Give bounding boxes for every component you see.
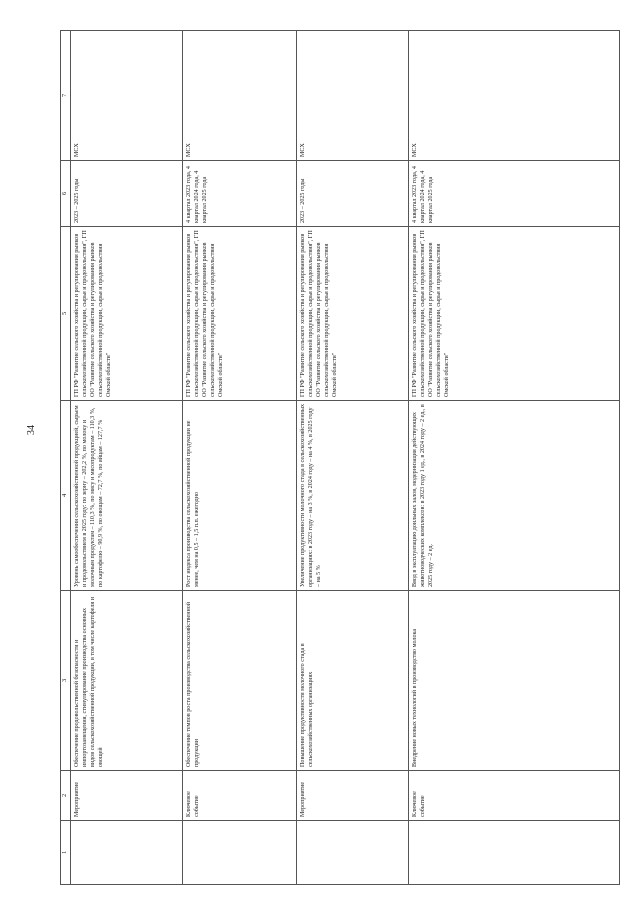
measures-table <box>60 30 620 885</box>
column-number: 4 <box>61 493 68 497</box>
cell-term: 4 квартал 2023 года, 4 квартал 2024 года, 4 квартал 2025 года <box>412 166 434 223</box>
cell-program: ГП РФ "Развитие сельского хозяйства и регулирования рынков сельскохозяйственной продукции, сырья и продовольствия", ГП ОО "Развитие сельского хозяйства и регулирования рынков сельскохозяйственной продукции, сырья и продовольствия Омской области" <box>300 230 338 397</box>
cell-type: Мероприятие <box>300 781 306 817</box>
page-number: 34 <box>26 425 37 435</box>
column-divider <box>60 820 620 821</box>
cell-term: 2023 – 2025 годы <box>74 178 80 223</box>
column-number: 6 <box>61 191 68 195</box>
column-number: 3 <box>61 678 68 682</box>
column-number: 7 <box>61 93 68 97</box>
cell-indicator: Ввод в эксплуатацию доильных залов, модернизация действующих животноводческих комплексов: в 2023 году 1 ед., в 2024 году – 2 ед., в 2025 году – 2 ед. <box>412 404 434 587</box>
cell-type: Мероприятие <box>74 781 80 817</box>
cell-title: Повышение продуктивности молочного стада в сельскохозяйственных организациях <box>300 643 314 767</box>
column-number: 1 <box>61 850 68 855</box>
cell-executor: МСХ <box>74 143 80 157</box>
cell-executor: МСХ <box>300 143 306 157</box>
column-number: 5 <box>61 311 68 315</box>
cell-type: Ключевое событие <box>186 791 200 817</box>
cell-executor: МСХ <box>412 143 418 157</box>
column-number: 2 <box>61 793 68 797</box>
cell-indicator: Рост индекса производства сельскохозяйственной продукции не менее, чем на 0,5 – 1,5 п.п. ежегодно <box>186 420 200 587</box>
cell-program: ГП РФ "Развитие сельского хозяйства и регулирования рынков сельскохозяйственной продукции, сырья и продовольствия", ГП ОО "Развитие сельского хозяйства и регулирования рынков сельскохозяйственной продукции, сырья и продовольствия Омской области" <box>412 230 450 397</box>
cell-executor: МСХ <box>186 143 192 157</box>
cell-indicator: Уровень самообеспечения сельскохозяйственной продукцией, сырьем и продовольствием в 2025 году: по зерну – 202,2 %, по молоку и молочным продуктам – 110,3 %, по мясу и мясопродуктам – 110,3 %, по картофелю – 90,9 %, по овощам – 72,7 %, по яйцам – 127,7 % <box>74 405 104 587</box>
cell-title: Обеспечение темпов роста производства сельскохозяйственной продукции <box>186 601 200 767</box>
cell-program: ГП РФ "Развитие сельского хозяйства и регулирования рынков сельскохозяйственной продукции, сырья и продовольствия", ГП ОО "Развитие сельского хозяйства и регулирования рынков сельскохозяйственной продукции, сырья и продовольствия Омской области" <box>186 230 224 397</box>
cell-title: Внедрение новых технологий в производство молока <box>412 628 418 767</box>
cell-term: 4 квартал 2023 года, 4 квартал 2024 года, 4 квартал 2025 года <box>186 166 208 223</box>
table-border-bottom <box>60 884 620 885</box>
cell-term: 2023 – 2025 годы <box>300 178 306 223</box>
cell-type: Ключевое событие <box>412 791 426 817</box>
cell-indicator: Увеличение продуктивности молочного стада в сельскохозяйственных организациях: в 2023 году – на 3 %, в 2024 году – на 4 %, в 2025 году – на 5 % <box>300 404 322 587</box>
cell-program: ГП РФ "Развитие сельского хозяйства и регулирования рынков сельскохозяйственной продукции, сырья и продовольствия", ГП ОО "Развитие сельского хозяйства и регулирования рынков сельскохозяйственной продукции, сырья и продовольствия Омской области" <box>74 230 112 397</box>
cell-title: Обеспечение продовольственной безопасности и импортозамещения, стимулирование производства основных видов сельскохозяйственной продукции, в том числе картофеля и овощей <box>74 596 104 767</box>
